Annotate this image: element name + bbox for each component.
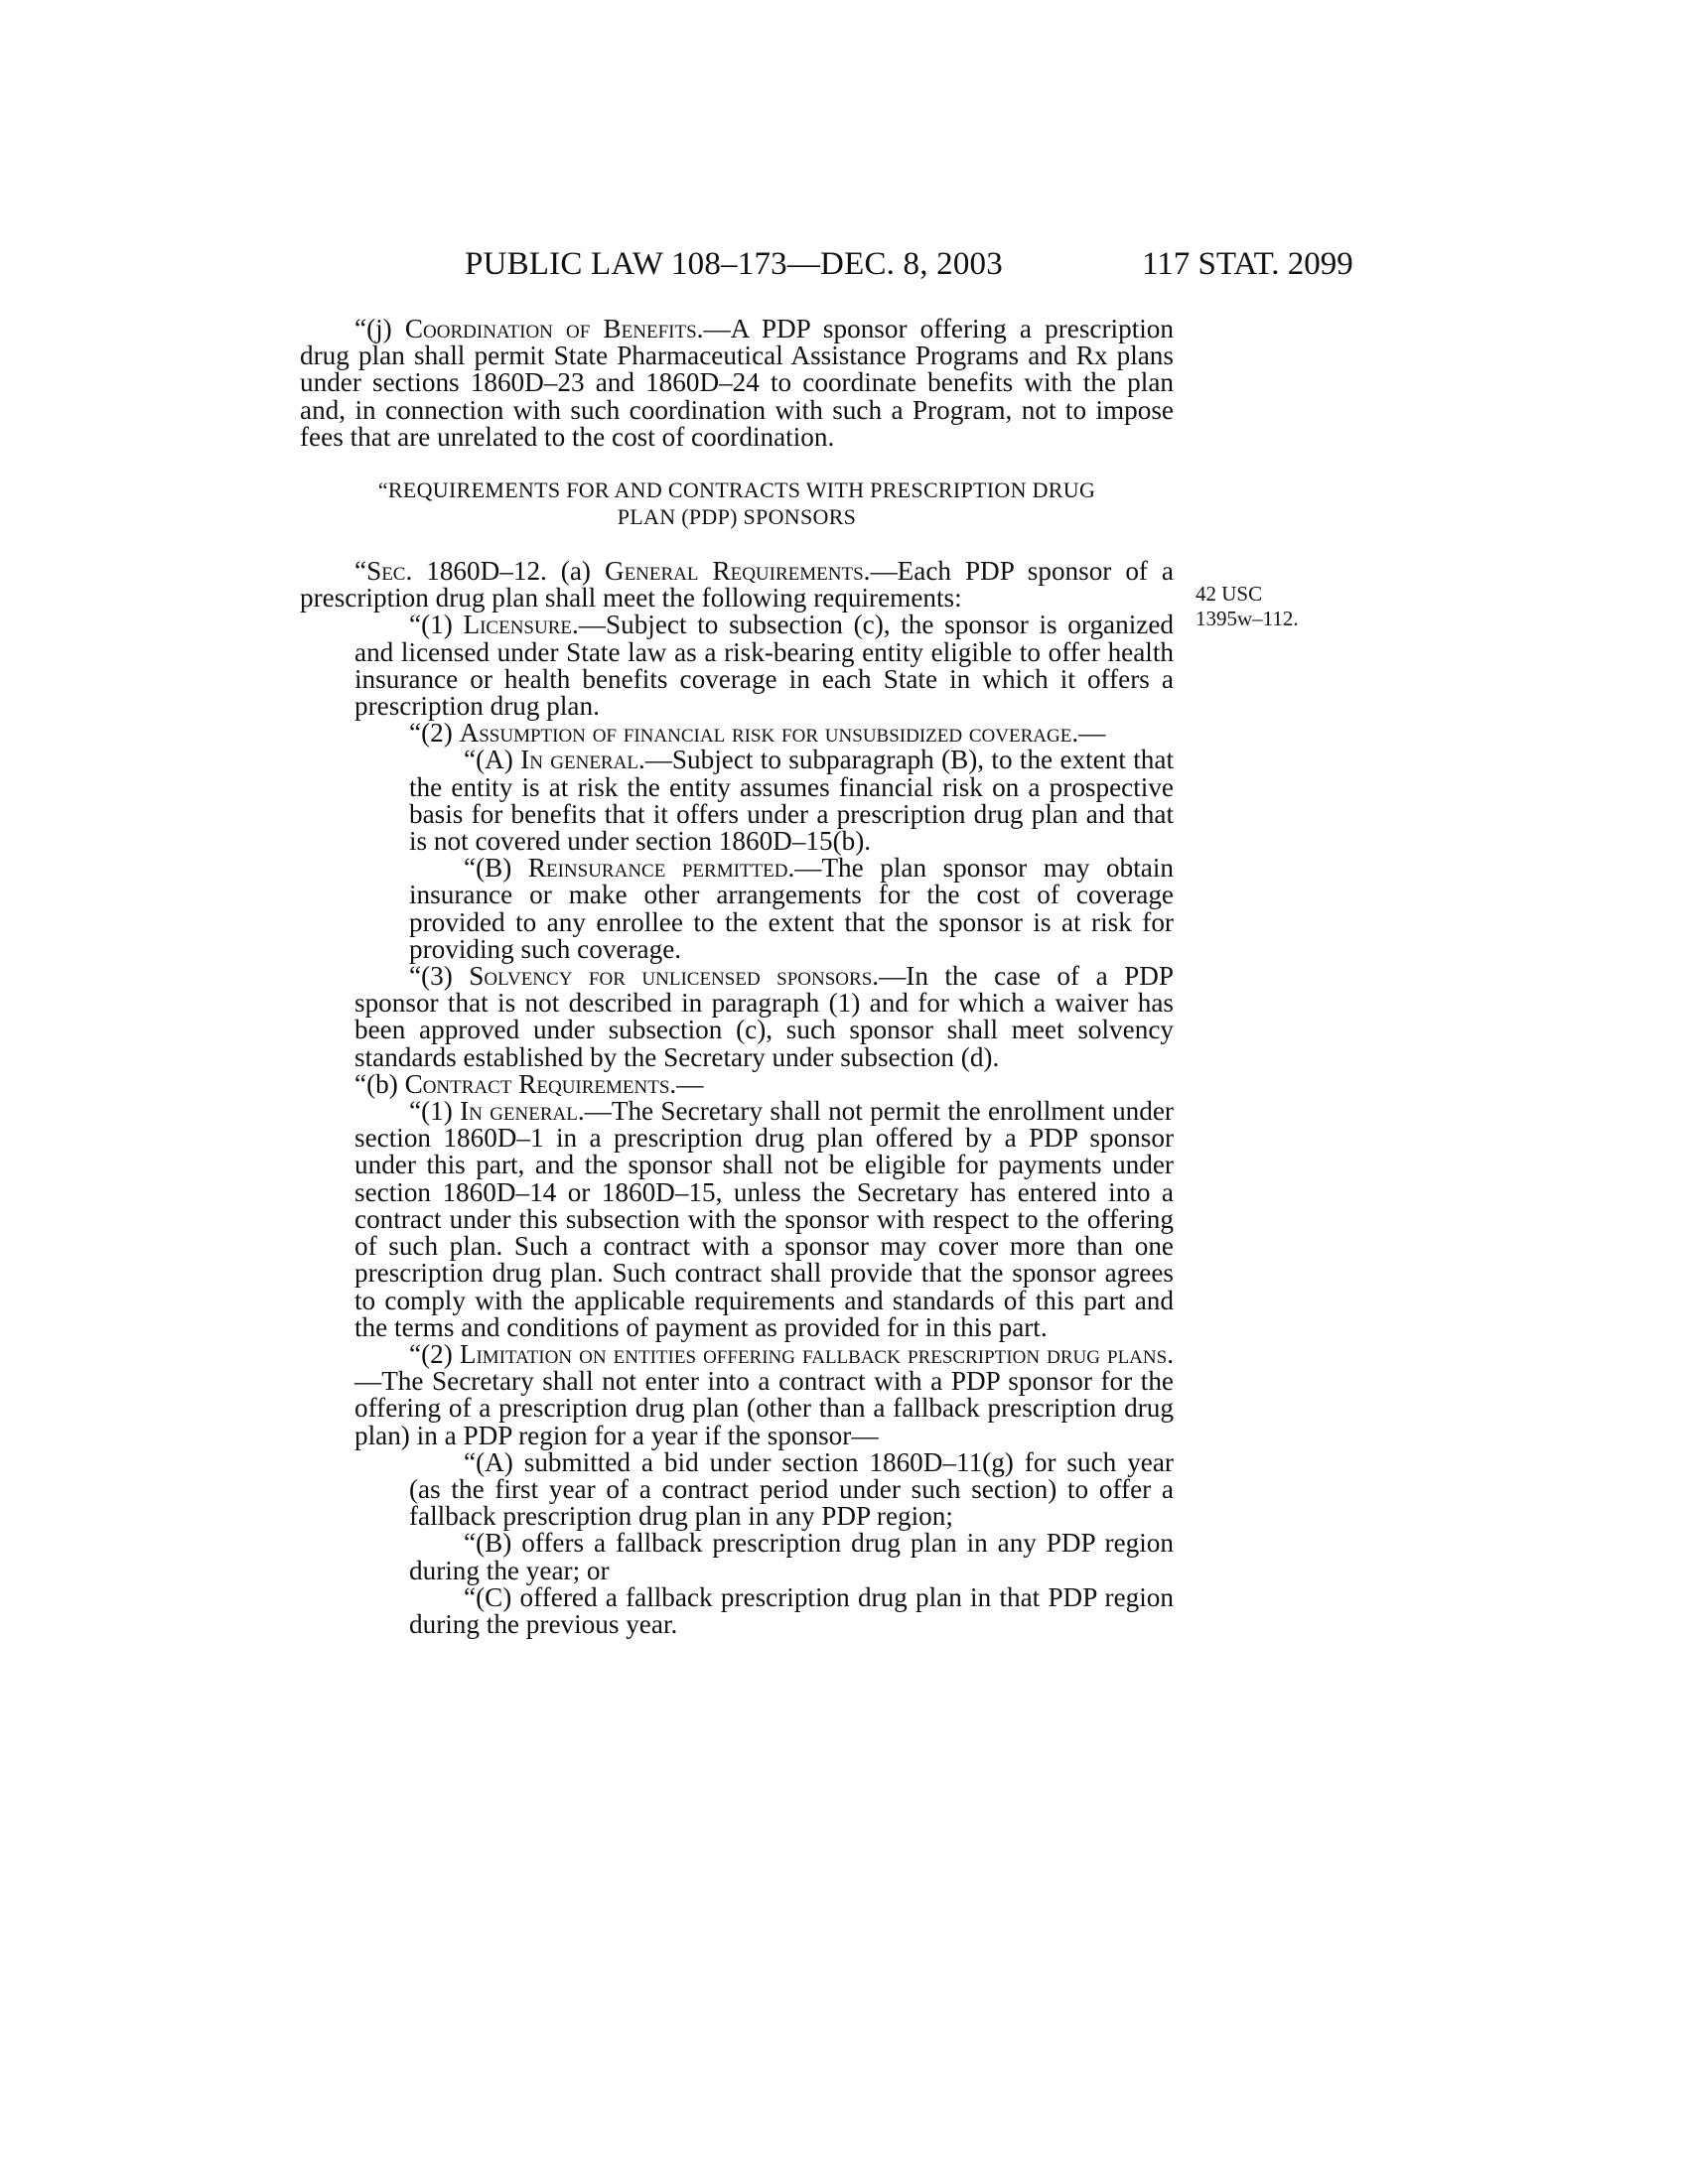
paragraph-j-heading: Coordination of Benefits <box>404 314 697 343</box>
subparagraph-a-2-A: “(A) In general.—Subject to subparagraph (B), to the extent that the entity is at risk the entity assumes financial risk on a prospective basis for benefits that it offers under a prescription drug plan and that is not covered under section 1860D–15(b). <box>409 745 1174 857</box>
subparagraph-b-2-B: “(B) offers a fallback prescription drug plan in any PDP region during the year; or <box>409 1528 1174 1585</box>
page-number: 117 STAT. 2099 <box>1142 246 1353 282</box>
paragraph-b-2: “(2) Limitation on entities offering fallback prescription drug plans.—The Secretary shall not enter into a contract with a PDP sponsor for the offering of a prescription drug plan (other than a fallback prescription drug plan) in a PDP region for a year if the sponsor— <box>354 1338 1174 1450</box>
paragraph-a-2: “(2) Assumption of financial risk for unsubsidized coverage.— <box>409 718 1106 749</box>
subparagraph-a-2-B: “(B) Reinsurance permitted.—The plan sponsor may obtain insurance or make other arrangements for the cost of coverage provided to any enrollee to the extent that the sponsor is at risk for providing such coverage. <box>409 853 1174 964</box>
margin-citation-line-2: 1395w–112. <box>1196 607 1299 630</box>
margin-citation <box>1196 582 1335 631</box>
paragraph-a-3: “(3) Solvency for unlicensed sponsors.—In the case of a PDP sponsor that is not described in paragraph (1) and for which a waiver has been approved under subsection (c), such sponsor shall meet solvency standards established by the Secretary under subsection (d). <box>354 961 1175 1072</box>
paragraph-j: “(j) Coordination of Benefits.—A PDP sponsor offering a prescription drug plan shall permit State Pharmaceutical Assistance Programs and Rx plans under sections 1860D–23 and 1860D–24 to coordinate benefits with the plan and, in connection with such coordination with such a Program, not to impose fees that are unrelated to the cost of coordination. <box>300 314 1174 452</box>
subsection-a-heading: General Requirements <box>604 556 864 587</box>
section-1860d-12-a: “Sec. 1860D–12. (a) General Requirements.—Each PDP sponsor of a prescription drug plan shall meet the following requirements: <box>300 556 1174 614</box>
section-heading: “REQUIREMENTS FOR AND CONTRACTS WITH PRESCRIPTION DRUG PLAN (PDP) SPONSORS <box>377 478 1096 530</box>
margin-citation-line-1: 42 USC <box>1196 582 1263 606</box>
subparagraph-b-2-A: “(A) submitted a bid under section 1860D–11(g) for such year (as the first year of a contract period under such section) to offer a fallback prescription drug plan in any PDP region; <box>409 1446 1174 1532</box>
paragraph-b-1: “(1) In general.—The Secretary shall not permit the enrollment under section 1860D–1 in a prescription drug plan offered by a PDP sponsor under this part, and the sponsor shall not be eligible for payments under section 1860D–14 or 1860D–15, unless the Secretary has entered into a contract under this subsection with the sponsor with respect to the offering of such plan. Such a contract with a sponsor may cover more than one prescription drug plan. Such contract shall provide that the sponsor agrees to comply with the applicable requirements and standards of this part and the terms and conditions of payment as provided for in this part. <box>354 1096 1174 1342</box>
paragraph-a-1: “(1) Licensure.—Subject to subsection (c), the sponsor is organized and licensed under State law as a risk-bearing entity eligible to offer health insurance or health benefits coverage in each State in which it offers a prescription drug plan. <box>354 610 1174 722</box>
document-body <box>300 316 1174 1638</box>
running-header-title: PUBLIC LAW 108–173—DEC. 8, 2003 <box>465 246 1003 282</box>
subsection-b: “(b) Contract Requirements.— <box>354 1068 704 1099</box>
subparagraph-b-2-C: “(C) offered a fallback prescription drug plan in that PDP region during the previous year. <box>409 1581 1174 1639</box>
